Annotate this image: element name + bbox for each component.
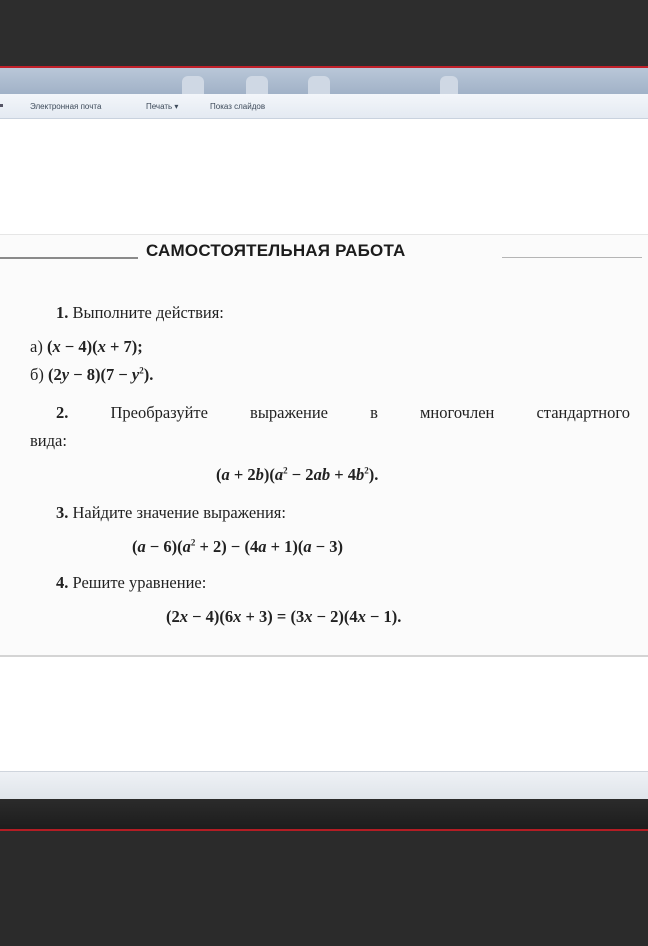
- task-2-expression: $(a + 2b)(a^2 - 2ab + 4b^2)$.: [216, 465, 379, 484]
- task-3-expression: $(a - 6)(a^2 + 2) - (4a + 1)(a - 3)$: [132, 537, 344, 556]
- task-1-number: 1.: [56, 303, 69, 322]
- task-4-text: Решите уравнение:: [72, 573, 207, 592]
- title-bar-decoration: [440, 76, 458, 96]
- task-1-heading: [56, 303, 224, 323]
- screen-bottom-background: [0, 831, 648, 946]
- title-rule-right: [502, 257, 642, 258]
- task-1a-label: а): [30, 337, 43, 356]
- print-button[interactable]: Печать ▾: [146, 102, 179, 111]
- task-1a: [30, 337, 143, 357]
- taskbar: [0, 799, 648, 831]
- task-1b-expression: $(2y - 8)(7 - y^2)$.: [48, 365, 154, 384]
- worksheet-title: САМОСТОЯТЕЛЬНАЯ РАБОТА: [146, 241, 406, 260]
- task-4-number: 4.: [56, 573, 69, 592]
- viewer-status-strip: [0, 771, 648, 800]
- window-title-bar: [0, 66, 648, 96]
- email-button[interactable]: Электронная почта: [30, 102, 102, 111]
- worksheet-image: [0, 234, 648, 657]
- title-bar-decoration: [182, 76, 204, 96]
- task-1b: [30, 365, 153, 385]
- task-4-equation: (2x − 4)(6x + 3) = (3x − 2)(4x − 1).: [166, 607, 402, 626]
- task-1b-label: б): [30, 365, 44, 384]
- task-2-number: 2.: [56, 403, 69, 422]
- viewer-toolbar: [0, 94, 648, 119]
- slideshow-button[interactable]: Показ слайдов: [210, 102, 266, 111]
- task-3-heading: [56, 503, 286, 523]
- task-3-text: Найдите значение выражения:: [72, 503, 286, 522]
- screen-top-background: [0, 0, 648, 66]
- task-2-heading: [56, 403, 630, 423]
- title-rule-left: [0, 257, 138, 259]
- title-bar-decoration: [308, 76, 330, 96]
- task-2-text-line2: вида:: [30, 431, 67, 450]
- task-4-heading: [56, 573, 206, 593]
- task-3-number: 3.: [56, 503, 69, 522]
- toolbar-separator: [0, 104, 3, 107]
- task-2-text-line1: Преобразуйте выражение в многочлен стандартного: [110, 403, 630, 422]
- task-1a-expression: (x − 4)(x + 7);: [46, 337, 143, 356]
- task-1-text: Выполните действия:: [72, 303, 224, 322]
- title-bar-decoration: [246, 76, 268, 96]
